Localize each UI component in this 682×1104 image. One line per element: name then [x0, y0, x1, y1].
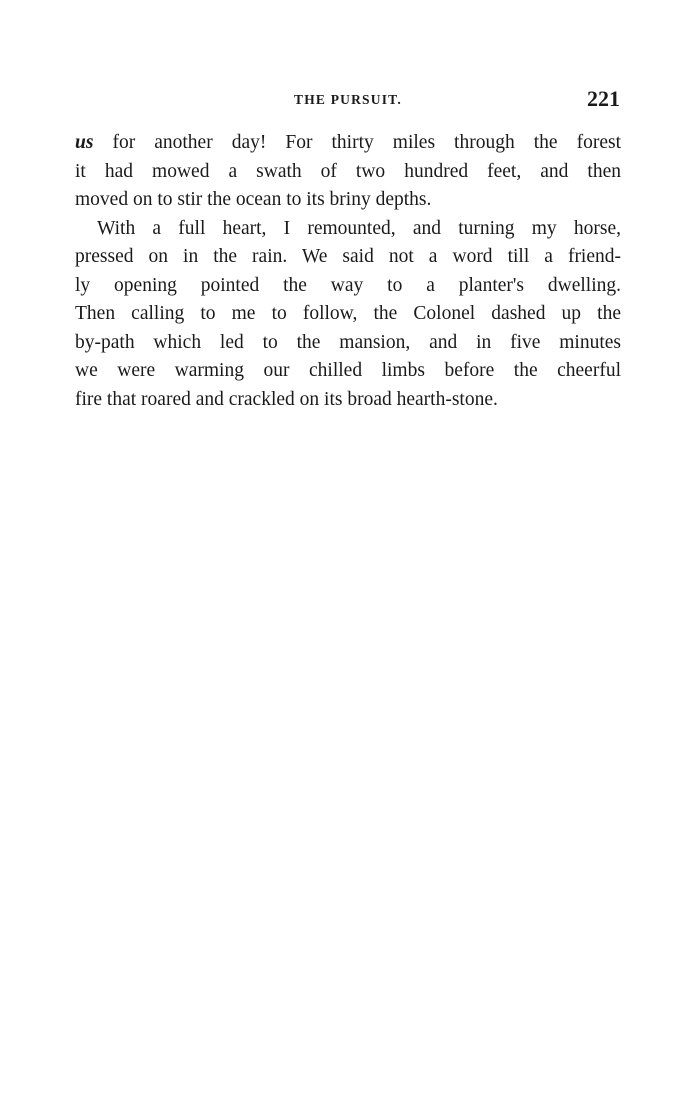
text-line-5: pressed on in the rain. We said not a word till a friend- [75, 246, 621, 267]
text-line-1 [75, 129, 621, 158]
text-line-8: by-path which led to the mansion, and in five minutes [75, 331, 621, 353]
running-title: THE PURSUIT. [294, 92, 402, 107]
text-line-3: moved on to stir the ocean to its briny depths. [75, 189, 432, 210]
page-number: 221 [587, 86, 620, 111]
text-line-6: ly opening pointed the way to a planter's dwelling. [75, 274, 621, 296]
text-line-4: With a full heart, I remounted, and turning my horse, [97, 217, 621, 239]
body-text [75, 129, 621, 414]
text-line-9: we were warming our chilled limbs before the cheerful [75, 360, 621, 381]
running-header [0, 86, 682, 116]
text-line-2: it had mowed a swath of two hundred feet, and then [75, 160, 621, 182]
text-line-10: fire that roared and crackled on its broad hearth-stone. [75, 388, 498, 410]
text-line-7: Then calling to me to follow, the Colonel dashed up the [75, 303, 621, 324]
italic-word: us [75, 132, 94, 153]
text-line-1-rest: for another day! For thirty miles through the forest [93, 132, 621, 153]
